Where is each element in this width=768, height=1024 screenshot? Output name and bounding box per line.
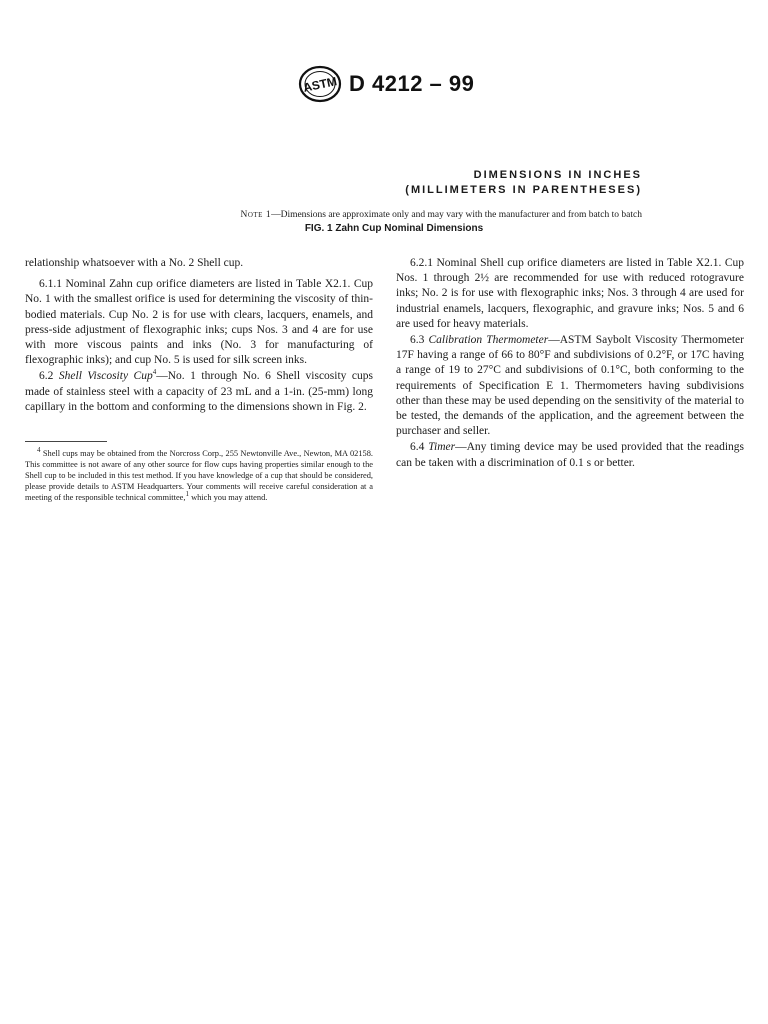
- footnote: [25, 448, 373, 503]
- footnote-divider: [25, 441, 107, 442]
- section-6-3-number: 6.3: [410, 334, 425, 347]
- figure-caption-block: [120, 168, 642, 235]
- section-6-4: [396, 440, 744, 470]
- note-label: Note 1: [240, 210, 272, 220]
- dimensions-title-line1: DIMENSIONS IN INCHES: [473, 169, 642, 181]
- footnote-reference: 1: [185, 490, 189, 499]
- footnote-text: Shell cups may be obtained from the Norcross Corp., 255 Newtonville Ave., Newton, MA 02158. This committee is not aware of any other source for flow cups having properties similar enough to the Shell cup to be included in this test method. If you have knowledge of a cup that should be considered, please provide details to ASTM Headquarters. Your comments will receive careful consideration at a meeting of the responsible technical committee,: [25, 449, 373, 503]
- standard-designation: D 4212 – 99: [349, 71, 475, 96]
- continuation-text: relationship whatsoever with a No. 2 Shell cup.: [25, 257, 244, 269]
- section-6-2-1: 6.2.1 Nominal Shell cup orifice diameters are listed in Table X2.1. Cup Nos. 1 through 2½ are recommended for use with reduced rotogravure inks; No. 2 is for use with flexographic inks; Nos. 3 through 4 are used for industrial enamels, lacquers, flexographic, and gravure inks; Nos. 5 and 6 are used for heavy materials.: [396, 257, 744, 330]
- right-column: [396, 256, 744, 472]
- section-6-4-text: —Any timing device may be used provided that the readings can be taken with a discrimination of 0.1 s or better.: [396, 441, 744, 469]
- section-6-2: [25, 369, 373, 415]
- section-6-2-text: —No. 1 through No. 6 Shell viscosity cups made of stainless steel with a capacity of 23 mL and a 1-in. (25-mm) long capillary in the bottom and conforming to the dimensions shown in Fig. 2.: [25, 370, 374, 413]
- figure-caption: FIG. 1 Zahn Cup Nominal Dimensions: [304, 223, 484, 234]
- section-6-4-title: Timer: [428, 441, 456, 454]
- section-6-2-number: 6.2: [39, 370, 54, 383]
- dimensions-title-line2: (MILLIMETERS IN PARENTHESES): [405, 184, 642, 196]
- section-6-3: [396, 333, 744, 439]
- astm-logo-icon: [297, 64, 343, 104]
- section-6-1-1: 6.1.1 Nominal Zahn cup orifice diameters are listed in Table X2.1. Cup No. 1 with the smallest orifice is used for determining the viscosity of thin-bodied materials. Cup No. 2 is for use with clears, lacquers, enamels, and press-side adjustment of flexographic inks; cups Nos. 3 and 4 are for use with more viscous paints and inks (No. 3 for manufacturing of flexographic inks); and cup No. 5 is used for silk screen inks.: [25, 278, 373, 367]
- section-6-3-title: Calibration Thermometer: [428, 334, 549, 347]
- section-6-3-text: —ASTM Saybolt Viscosity Thermometer 17F having a range of 66 to 80°F and subdivisions of 0.2°F, or 17C having a range of 19 to 27°C and subdivisions of 0.1°C, both conforming to the requirements of Specification E 1. Thermometers having subdivisions other than these may be used depending on the sensitivity of the material to be tested, the demands of the application, and the agreement between the purchaser and seller.: [396, 334, 744, 438]
- footnote-marker: 4: [152, 368, 157, 377]
- page-header: [297, 64, 474, 104]
- section-6-2-title: Shell Viscosity Cup: [58, 370, 153, 383]
- section-6-4-number: 6.4: [410, 441, 425, 454]
- svg-text:ASTM: ASTM: [302, 74, 339, 95]
- footnote-tail: which you may attend.: [188, 493, 268, 503]
- figure-note: [120, 209, 642, 221]
- footnote-number: 4: [37, 446, 41, 455]
- left-column: [25, 256, 373, 504]
- note-text: —Dimensions are approximate only and may vary with the manufacturer and from batch to batch: [271, 210, 642, 220]
